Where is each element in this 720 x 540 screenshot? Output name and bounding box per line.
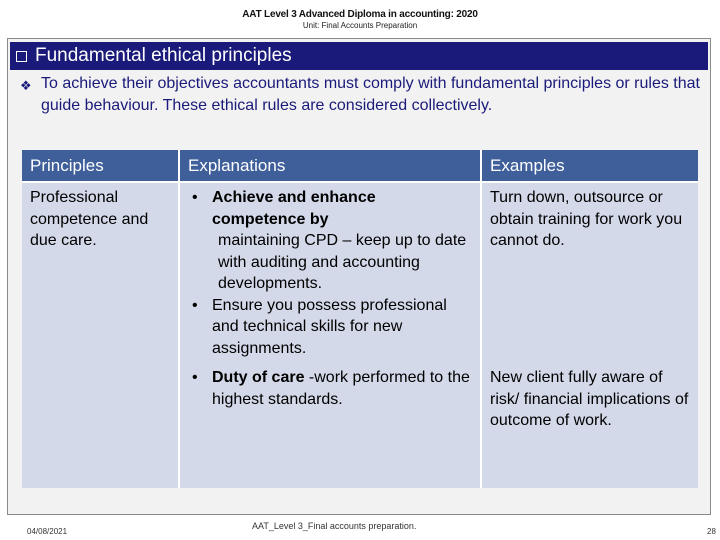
diamond-bullet-icon: ❖ bbox=[20, 79, 32, 94]
header-examples: Examples bbox=[481, 150, 698, 182]
header-explanations: Explanations bbox=[179, 150, 481, 182]
example-cell bbox=[481, 182, 698, 363]
square-bullet-icon bbox=[16, 51, 27, 62]
bullet-text: maintaining CPD – keep up to date with auditing and accounting developments. bbox=[218, 232, 467, 292]
bullet-bold-text: Duty of care bbox=[212, 369, 305, 386]
bullet-dot-icon: • bbox=[192, 189, 198, 206]
bullet-text: -work performed to the highest standards. bbox=[212, 369, 470, 408]
footer-date: 04/08/2021 bbox=[27, 527, 68, 536]
example-text: Turn down, outsource or obtain training for work you cannot do. bbox=[490, 189, 683, 249]
bullet-dot-icon: • bbox=[192, 296, 198, 314]
example-text: New client fully aware of risk/ financial implications of outcome of work. bbox=[490, 369, 689, 429]
list-item bbox=[188, 295, 472, 360]
bullet-text: Ensure you possess professional and technical skills for new assignments. bbox=[212, 296, 447, 357]
principle-text: Professional competence and due care. bbox=[30, 189, 149, 249]
document-header-subtitle: Unit: Final Accounts Preparation bbox=[302, 21, 418, 30]
intro-text: To achieve their objectives accountants must comply with fundamental principles or rules that guide behaviour. These ethical rules are considered collectively. bbox=[41, 75, 700, 114]
explanation-cell bbox=[179, 182, 481, 363]
footer-page-number: 28 bbox=[707, 527, 716, 536]
explanation-list bbox=[188, 187, 472, 359]
list-item bbox=[188, 367, 472, 410]
ethics-table bbox=[22, 150, 698, 488]
list-item bbox=[188, 187, 472, 295]
document-header-title: AAT Level 3 Advanced Diploma in accounting: 2020 bbox=[242, 9, 478, 20]
bullet-dot-icon: • bbox=[192, 369, 198, 386]
intro-paragraph bbox=[20, 73, 700, 117]
explanation-list bbox=[188, 367, 472, 410]
principle-cell bbox=[22, 182, 179, 488]
header-principles: Principles bbox=[22, 150, 179, 182]
bullet-bold-text: Achieve and enhance competence by bbox=[212, 189, 376, 228]
footer-center-text: AAT_Level 3_Final accounts preparation. bbox=[252, 521, 417, 531]
explanation-cell bbox=[179, 363, 481, 488]
section-title: Fundamental ethical principles bbox=[35, 45, 292, 66]
section-title-bar bbox=[10, 42, 708, 70]
table-header-row bbox=[22, 150, 698, 182]
example-cell bbox=[481, 363, 698, 488]
table-row bbox=[22, 182, 698, 363]
